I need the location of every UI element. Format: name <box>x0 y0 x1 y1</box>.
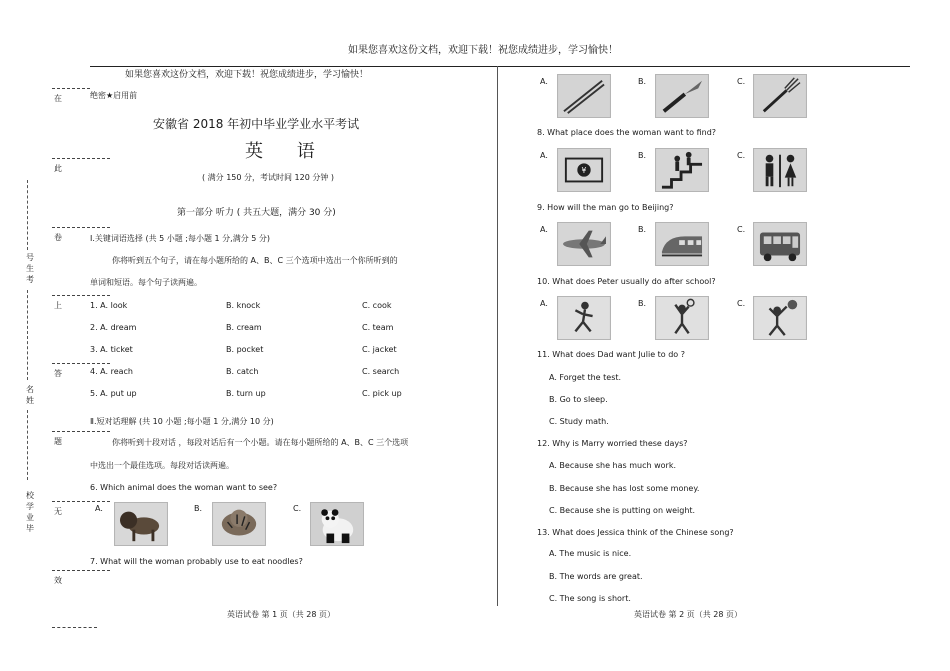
option-b: B. catch <box>226 367 259 376</box>
option-a: 5. A. put up <box>90 389 137 398</box>
option-c: C. The song is short. <box>549 594 631 603</box>
question-6: 6. Which animal does the woman want to see? <box>90 483 278 492</box>
basketball-icon <box>655 296 709 340</box>
bus-icon <box>753 222 807 266</box>
plane-icon <box>557 222 611 266</box>
question-7: 7. What will the woman probably use to eat noodles? <box>90 557 303 566</box>
seal-char: 答 <box>54 369 62 378</box>
option-b: B. pocket <box>226 345 264 354</box>
section1-title: Ⅰ.关键词语选择 (共 5 小题 ;每小题 1 分,满分 5 分) <box>90 234 270 243</box>
section2-title: Ⅱ.短对话理解 (共 10 小题 ;每小题 1 分,满分 10 分) <box>90 417 274 426</box>
option-c: C. team <box>362 323 394 332</box>
volleyball-icon <box>753 296 807 340</box>
option-b: B. cream <box>226 323 262 332</box>
chopsticks-icon <box>557 74 611 118</box>
option-a: 2. A. dream <box>90 323 137 332</box>
seal-char: 效 <box>54 576 62 585</box>
seal-char: 题 <box>54 437 62 446</box>
option-b: B. turn up <box>226 389 266 398</box>
seal-char: 上 <box>54 301 62 310</box>
page-divider <box>497 66 498 606</box>
score-info: ( 满分 150 分，考试时间 120 分钟 ) <box>202 173 335 182</box>
binding-line <box>27 180 28 250</box>
option-c: C. search <box>362 367 400 376</box>
option-a: 3. A. ticket <box>90 345 133 354</box>
question-8: 8. What place does the woman want to find? <box>537 128 717 137</box>
option-a: 4. A. reach <box>90 367 133 376</box>
bank-icon <box>557 148 611 192</box>
question-11: 11. What does Dad want Julie to do ? <box>537 350 685 359</box>
binding-line <box>27 410 28 480</box>
section2-instruction: 中选出一个最佳选项。每段对话读两遍。 <box>90 461 234 470</box>
running-icon <box>557 296 611 340</box>
seal-char: 卷 <box>54 233 62 242</box>
top-banner: 如果您喜欢这份文档，欢迎下载！祝您成绩进步，学习愉快！ <box>348 45 618 56</box>
option-b: B. The words are great. <box>549 572 643 581</box>
option-a: 1. A. look <box>90 301 128 310</box>
question-12: 12. Why is Marry worried these days? <box>537 439 688 448</box>
option-a: A. The music is nice. <box>549 549 632 558</box>
secret-label: 绝密★启用前 <box>90 91 138 100</box>
seal-char: 无 <box>54 507 62 516</box>
question-10: 10. What does Peter usually do after school? <box>537 277 716 286</box>
option-c: C. pick up <box>362 389 402 398</box>
subject-title: 英 语 <box>245 141 329 162</box>
page2-footer: 英语试卷 第 2 页（共 28 页） <box>634 610 742 619</box>
option-b: B. knock <box>226 301 261 310</box>
page1-footer: 英语试卷 第 1 页（共 28 页） <box>227 610 335 619</box>
restroom-icon <box>753 148 807 192</box>
svg-text:¥: ¥ <box>581 165 587 175</box>
page1-banner: 如果您喜欢这份文档，欢迎下载！祝您成绩进步，学习愉快！ <box>125 70 369 80</box>
train-icon <box>655 222 709 266</box>
lion-icon <box>114 502 168 546</box>
option-c: C. jacket <box>362 345 397 354</box>
fork-icon <box>753 74 807 118</box>
section1-instruction: 单词和短语。每个句子读两遍。 <box>90 278 202 287</box>
section2-instruction: 你将听到十段对话 ，每段对话后有一个小题。请在每小题所给的 A、B、C 三个选项 <box>112 438 409 447</box>
exam-title: 安徽省 2018 年初中毕业学业水平考试 <box>153 117 360 131</box>
question-9: 9. How will the man go to Beijing? <box>537 203 674 212</box>
question-13: 13. What does Jessica think of the Chinese song? <box>537 528 734 537</box>
option-c: C. Study math. <box>549 417 609 426</box>
option-b: B. Go to sleep. <box>549 395 608 404</box>
binding-line <box>27 290 28 380</box>
option-a: A. Because she has much work. <box>549 461 676 470</box>
seal-char: 在 <box>54 94 62 103</box>
option-c: C. cook <box>362 301 392 310</box>
knife-icon <box>655 74 709 118</box>
section1-instruction: 你将听到五个句子，请在每小题所给的 A、B、C 三个选项中选出一个你所听到的 <box>112 256 398 265</box>
stairs-icon <box>655 148 709 192</box>
seal-char: 此 <box>54 164 62 173</box>
option-b: B. Because she has lost some money. <box>549 484 700 493</box>
part-title: 第一部分 听力 ( 共五大题，满分 30 分) <box>177 208 336 218</box>
option-a: A. Forget the test. <box>549 373 622 382</box>
option-c: C. Because she is putting on weight. <box>549 506 696 515</box>
tiger-icon <box>212 502 266 546</box>
panda-icon <box>310 502 364 546</box>
